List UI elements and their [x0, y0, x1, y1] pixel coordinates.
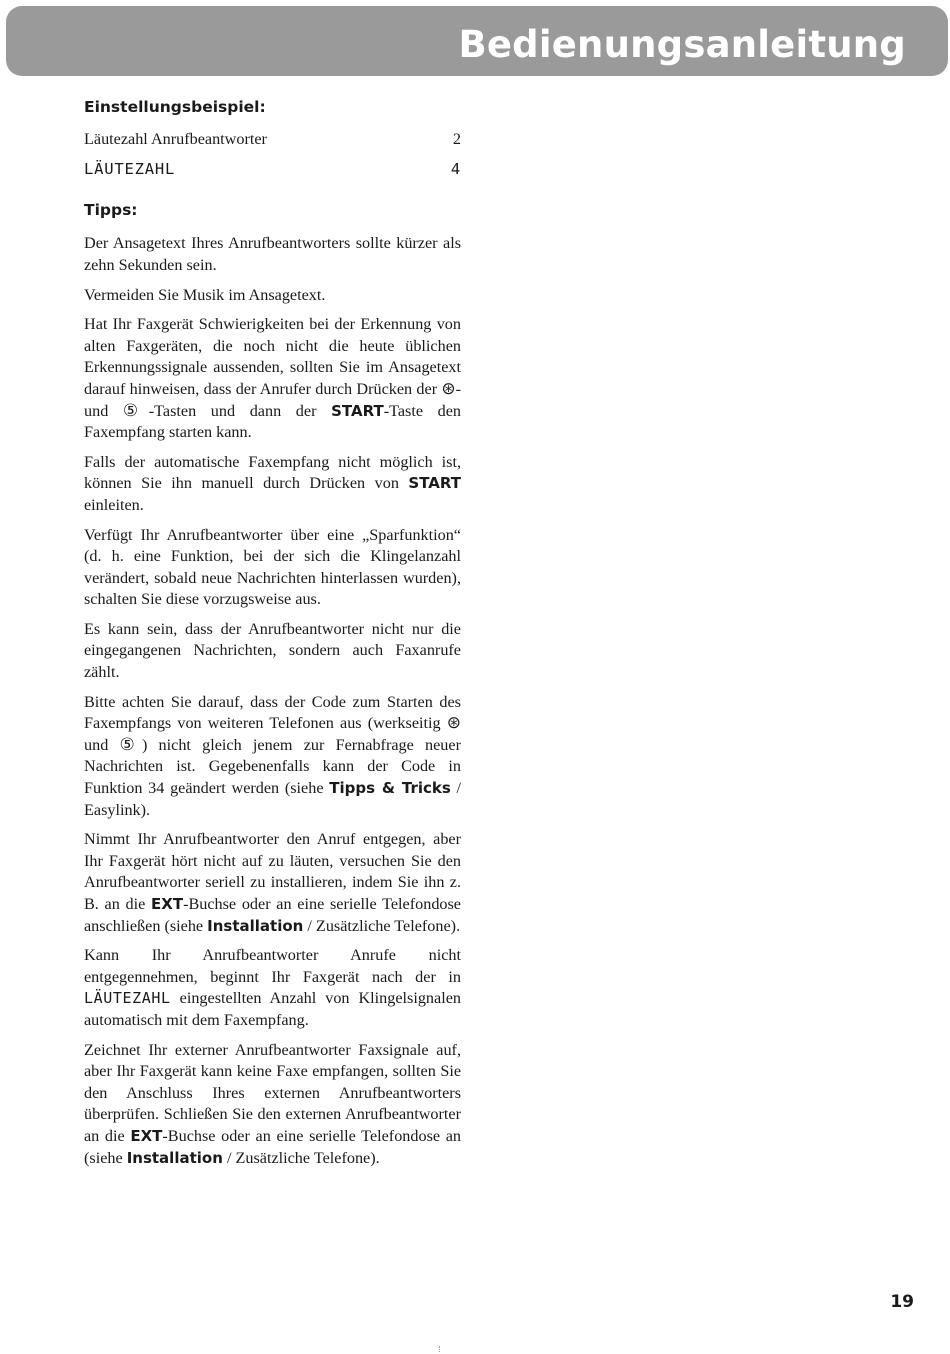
text-run: -Buchse oder an eine serielle Telefondose an (siehe — [84, 1126, 461, 1167]
text-run: -Tasten und dann der — [148, 401, 332, 420]
tip-paragraph-8 — [84, 829, 461, 937]
setting-value: 2 — [452, 129, 461, 148]
section-reference: Installation — [126, 1148, 223, 1167]
page-title: Bedienungsanleitung — [458, 23, 906, 66]
five-key-icon: ⑤ — [119, 734, 142, 755]
text-run: ) nicht gleich jenem zur Fernabfrage neuer Nachrichten ist. Gegebenenfalls kann der Code in Funktion 34 geändert werden (siehe — [84, 735, 461, 798]
lcd-label: LÄUTEZAHL — [84, 160, 176, 179]
text-run: Falls der automatische Faxempfang nicht möglich ist, können Sie ihn manuell durch Drücken von — [84, 452, 461, 493]
lcd-display-row — [84, 159, 461, 181]
text-run: / Zusätzliche Telefone). — [222, 1148, 380, 1167]
text-run: Zeichnet Ihr externer Anrufbeantworter Faxsignale auf, aber Ihr Faxgerät kann keine Faxe empfangen, sollten Sie den Anschluss Ihres externen Anrufbeantworters überprüfen. Schließen Sie den externen Anrufbeantworter an die — [84, 1040, 461, 1145]
text-run: Hat Ihr Faxgerät Schwierigkeiten bei der Erkennung von alten Faxgeräten, die noch nicht die heute üblichen Erkennungssignale aussenden, sollten Sie im Ansagetext darauf hinweisen, dass der Anrufer durch Drücken der — [84, 315, 461, 398]
text-run: und — [84, 735, 120, 754]
text-run: Bitte achten Sie darauf, dass der Code zum Starten des Faxempfangs von weiteren Telefonen aus (werkseitig — [84, 692, 461, 733]
tip-paragraph-7 — [84, 692, 461, 822]
section-reference: Installation — [207, 916, 304, 935]
tip-paragraph-2: Vermeiden Sie Musik im Ansagetext. — [84, 285, 326, 304]
tip-paragraph-3 — [84, 314, 461, 444]
text-run: / Easylink). — [84, 779, 462, 819]
start-key-label: START — [408, 474, 461, 493]
text-run: Nimmt Ihr Anrufbeantworter den Anruf entgegen, aber Ihr Faxgerät hört nicht auf zu läuten, versuchen Sie den Anrufbeantworter seriell zu installieren, indem Sie ihn z. B. an die — [84, 830, 461, 913]
text-run: Kann Ihr Anrufbeantworter Anrufe nicht entgegennehmen, beginnt Ihr Faxgerät nach der in — [84, 946, 461, 986]
start-key-label: START — [331, 401, 384, 420]
text-run: -Taste den Faxempfang starten kann. — [84, 401, 462, 442]
footer-divider — [439, 1346, 441, 1352]
setting-label: Läutezahl Anrufbeantworter — [84, 129, 267, 148]
header-bar — [6, 6, 948, 76]
page-number: 19 — [890, 1292, 914, 1312]
tip-paragraph-5: Verfügt Ihr Anrufbeantworter über eine „Sparfunktion“ (d. h. eine Funktion, bei der sich die Klingelanzahl verändert, sobald neue Nachrichten hinterlassen wurden), schalten Sie diese vorzugsweise aus. — [84, 525, 461, 609]
text-run: eingestellten Anzahl von Klingelsignalen automatisch mit dem Faxempfang. — [84, 989, 461, 1029]
tip-paragraph-1: Der Ansagetext Ihres Anrufbeantworters sollte kürzer als zehn Sekunden sein. — [84, 234, 461, 274]
section-reference: Tipps & Tricks — [329, 779, 451, 798]
ext-socket-label: EXT — [151, 895, 184, 913]
tip-paragraph-6: Es kann sein, dass der Anrufbeantworter nicht nur die eingegangenen Nachrichten, sondern auch Faxanrufe zählt. — [84, 619, 461, 682]
text-run: -Buchse oder an eine serielle Telefondose anschließen (siehe — [84, 895, 461, 935]
setting-row — [84, 129, 461, 151]
star-key-icon: ⊛ — [441, 378, 456, 399]
text-run: einleiten. — [84, 495, 144, 514]
lcd-setting-name: LÄUTEZAHL — [84, 989, 171, 1008]
five-key-icon: ⑤ — [122, 400, 149, 421]
tips-heading: Tipps: — [84, 200, 138, 219]
tip-paragraph-9 — [84, 945, 461, 1031]
main-content — [84, 97, 461, 1177]
lcd-value: 4 — [450, 160, 461, 179]
tip-paragraph-4 — [84, 452, 461, 517]
tip-paragraph-10 — [84, 1040, 461, 1170]
example-heading: Einstellungsbeispiel: — [84, 98, 266, 116]
text-run: / Zusätzliche Telefone). — [303, 916, 461, 935]
text-run: - und — [84, 379, 461, 420]
star-key-icon: ⊛ — [446, 713, 461, 734]
ext-socket-label: EXT — [130, 1126, 163, 1145]
